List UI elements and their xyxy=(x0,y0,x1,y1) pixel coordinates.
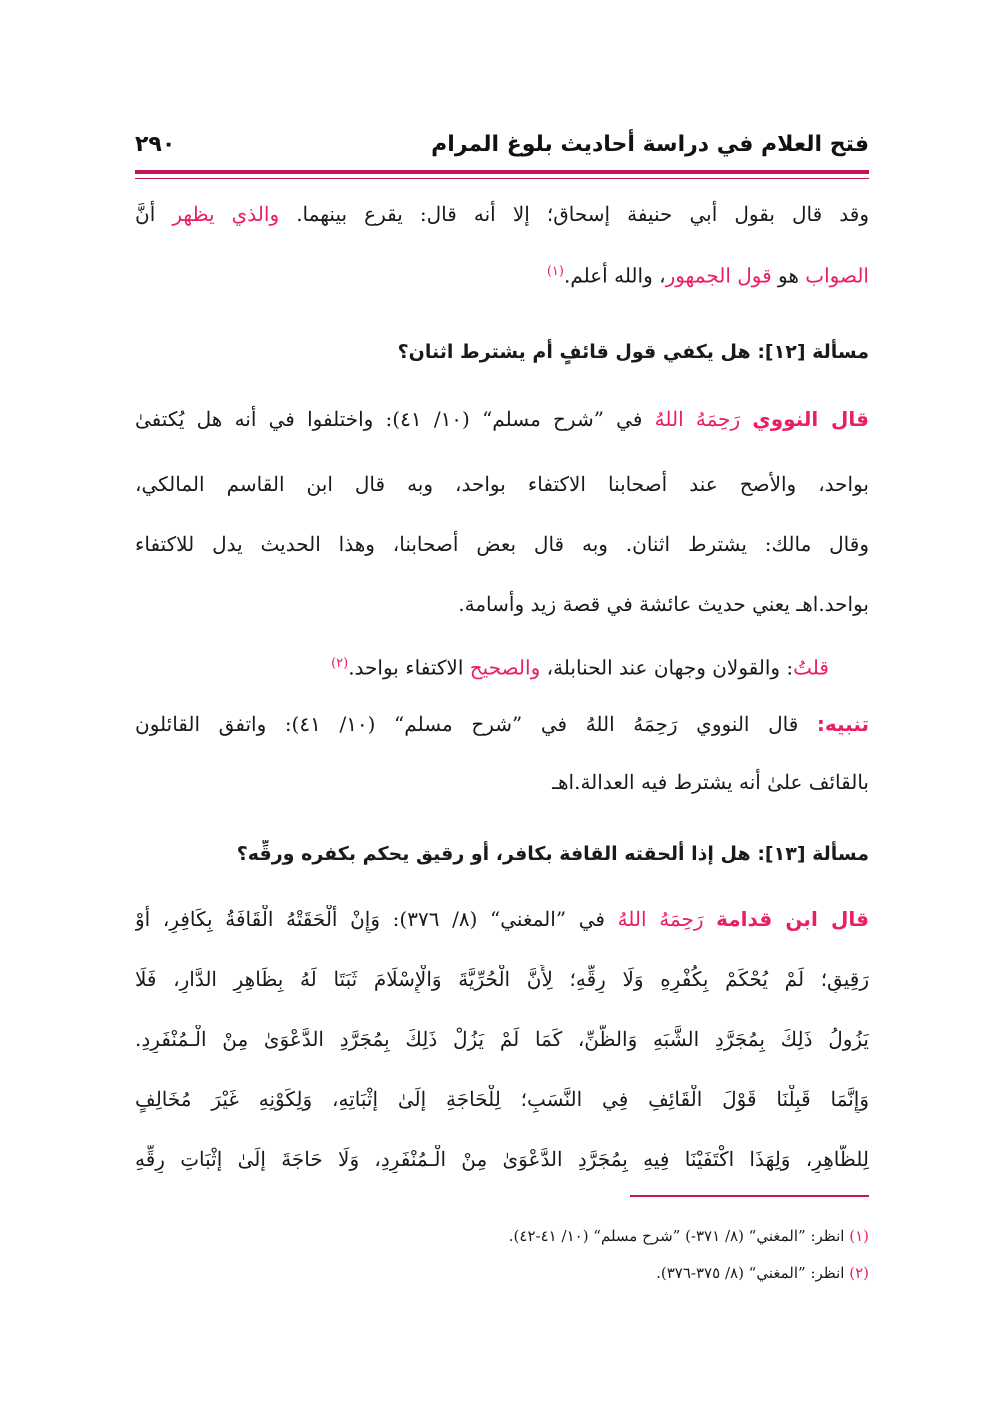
nawawi-line1: قال النووي رَحِمَهُ اللهُ في ”شرح مسلم“ (١٠/ ٤١): واختلفوا في أنه هل يُكتفىٰ xyxy=(135,407,869,431)
footnote-number: (٢) xyxy=(849,1264,869,1282)
qudama-line2: رَقِيقٍ؛ لَمْ يُحْكَمْ بِكُفْرِهِ وَلَا رِقِّهِ؛ لِأَنَّ الْحُرِّيَّةَ وَالْإِسْلَامَ ثَبَتَا لَهُ بِظَاهِرِ الدَّارِ، فَلَا xyxy=(135,967,869,991)
honorific: رَحِمَهُ اللهُ xyxy=(617,907,717,931)
qult-label: قلتُ xyxy=(793,655,829,680)
book-title: فتح العلام في دراسة أحاديث بلوغ المرام xyxy=(431,132,869,157)
para1-line1: وقد قال بقول أبي حنيفة إسحاق؛ إلا أنه قال: يقرع بينهما. والذي يظهر أنَّ xyxy=(135,202,869,226)
scholar-name: قال ابن قدامة xyxy=(716,907,869,931)
qudama-line3: يَزُولُ ذَلِكَ بِمُجَرَّدِ الشَّبَهِ وَالظَّنِّ، كَمَا لَمْ يَزُلْ ذَلِكَ بِمُجَرَّدِ الدَّعْوَىٰ مِنْ الْـمُنْفَرِدِ. xyxy=(135,1027,869,1051)
scholar-name: قال النووي xyxy=(752,407,869,431)
header-rule-thick xyxy=(135,170,869,174)
footnote-1: (١) انظر: ”المغني“ (٨/ ٣٧١-) ”شرح مسلم“ (١٠/ ٤١-٤٢). xyxy=(508,1227,869,1245)
nawawi-line3: وقال مالك: يشترط اثنان. وبه قال بعض أصحابنا، وهذا الحديث يدل للاكتفاء xyxy=(135,532,869,556)
question-label: مسألة [١٣]: xyxy=(757,843,869,865)
footnote-separator xyxy=(630,1195,869,1197)
question-13-heading xyxy=(135,840,869,868)
nawawi-line2: بواحد، والأصح عند أصحابنا الاكتفاء بواحد، وبه قال ابن القاسم المالكي، xyxy=(135,472,869,496)
highlight-phrase: والصحيح xyxy=(469,655,541,680)
footnote-number: (١) xyxy=(849,1227,869,1245)
question-text: هل إذا ألحقته القافة بكافر، أو رقيق يحكم بكفره ورقِّه؟ xyxy=(236,843,758,865)
question-12-heading xyxy=(135,338,869,366)
honorific: رَحِمَهُ اللهُ xyxy=(654,407,753,431)
running-header xyxy=(135,124,869,168)
footnote-ref-2[interactable]: (٢) xyxy=(331,656,349,671)
tanbih-label: تنبيه: xyxy=(816,712,869,736)
highlight-phrase: الصواب xyxy=(805,263,869,288)
qudama-line5: لِلظَّاهِرِ، وَلِهَذَا اكْتَفَيْنَا فِيهِ بِمُجَرَّدِ الدَّعْوَىٰ مِنْ الْـمُنْفَرِدِ، وَلَا حَاجَةَ إلَىٰ إثْبَاتِ رِقِّهِ xyxy=(135,1147,869,1171)
footnote-ref-1[interactable]: (١) xyxy=(546,264,564,279)
nawawi-line4: بواحد.اهـ يعني حديث عائشة في قصة زيد وأسامة. xyxy=(458,592,869,616)
qudama-line1: قال ابن قدامة رَحِمَهُ اللهُ في ”المغني“ (٨/ ٣٧٦): وَإِنْ أَلْحَقَتْهُ الْقَافَةُ بِكَافِرٍ، أَوْ xyxy=(135,907,869,931)
highlight-phrase: قول الجمهور xyxy=(665,263,772,288)
highlight-phrase: والذي يظهر xyxy=(172,202,280,226)
para1-line2: الصواب هو قول الجمهور، والله أعلم.$^{(١)}$ xyxy=(546,263,869,288)
footnote-2: (٢) انظر: ”المغني“ (٨/ ٣٧٥-٣٧٦). xyxy=(656,1264,869,1282)
tanbih-line2: بالقائف علىٰ أنه يشترط فيه العدالة.اهـ xyxy=(552,770,869,794)
header-rule-thin xyxy=(135,178,869,179)
page-number: ٢٩٠ xyxy=(135,132,176,157)
question-label: مسألة [١٢]: xyxy=(757,341,869,363)
qult-line: قلتُ: والقولان وجهان عند الحنابلة، والصحيح الاكتفاء بواحد.$^{(٢)}$ xyxy=(331,655,829,680)
qudama-line4: وَإِنَّمَا قَبِلْنَا قَوْلَ الْقَائِفِ فِي النَّسَبِ؛ لِلْحَاجَةِ إلَىٰ إثْبَاتِهِ، وَلِكَوْنِهِ غَيْرَ مُخَالِفٍ xyxy=(135,1087,869,1111)
tanbih-line1: تنبيه: قال النووي رَحِمَهُ اللهُ في ”شرح مسلم“ (١٠/ ٤١): واتفق القائلون xyxy=(135,712,869,736)
question-text: هل يكفي قول قائفٍ أم يشترط اثنان؟ xyxy=(397,341,758,363)
